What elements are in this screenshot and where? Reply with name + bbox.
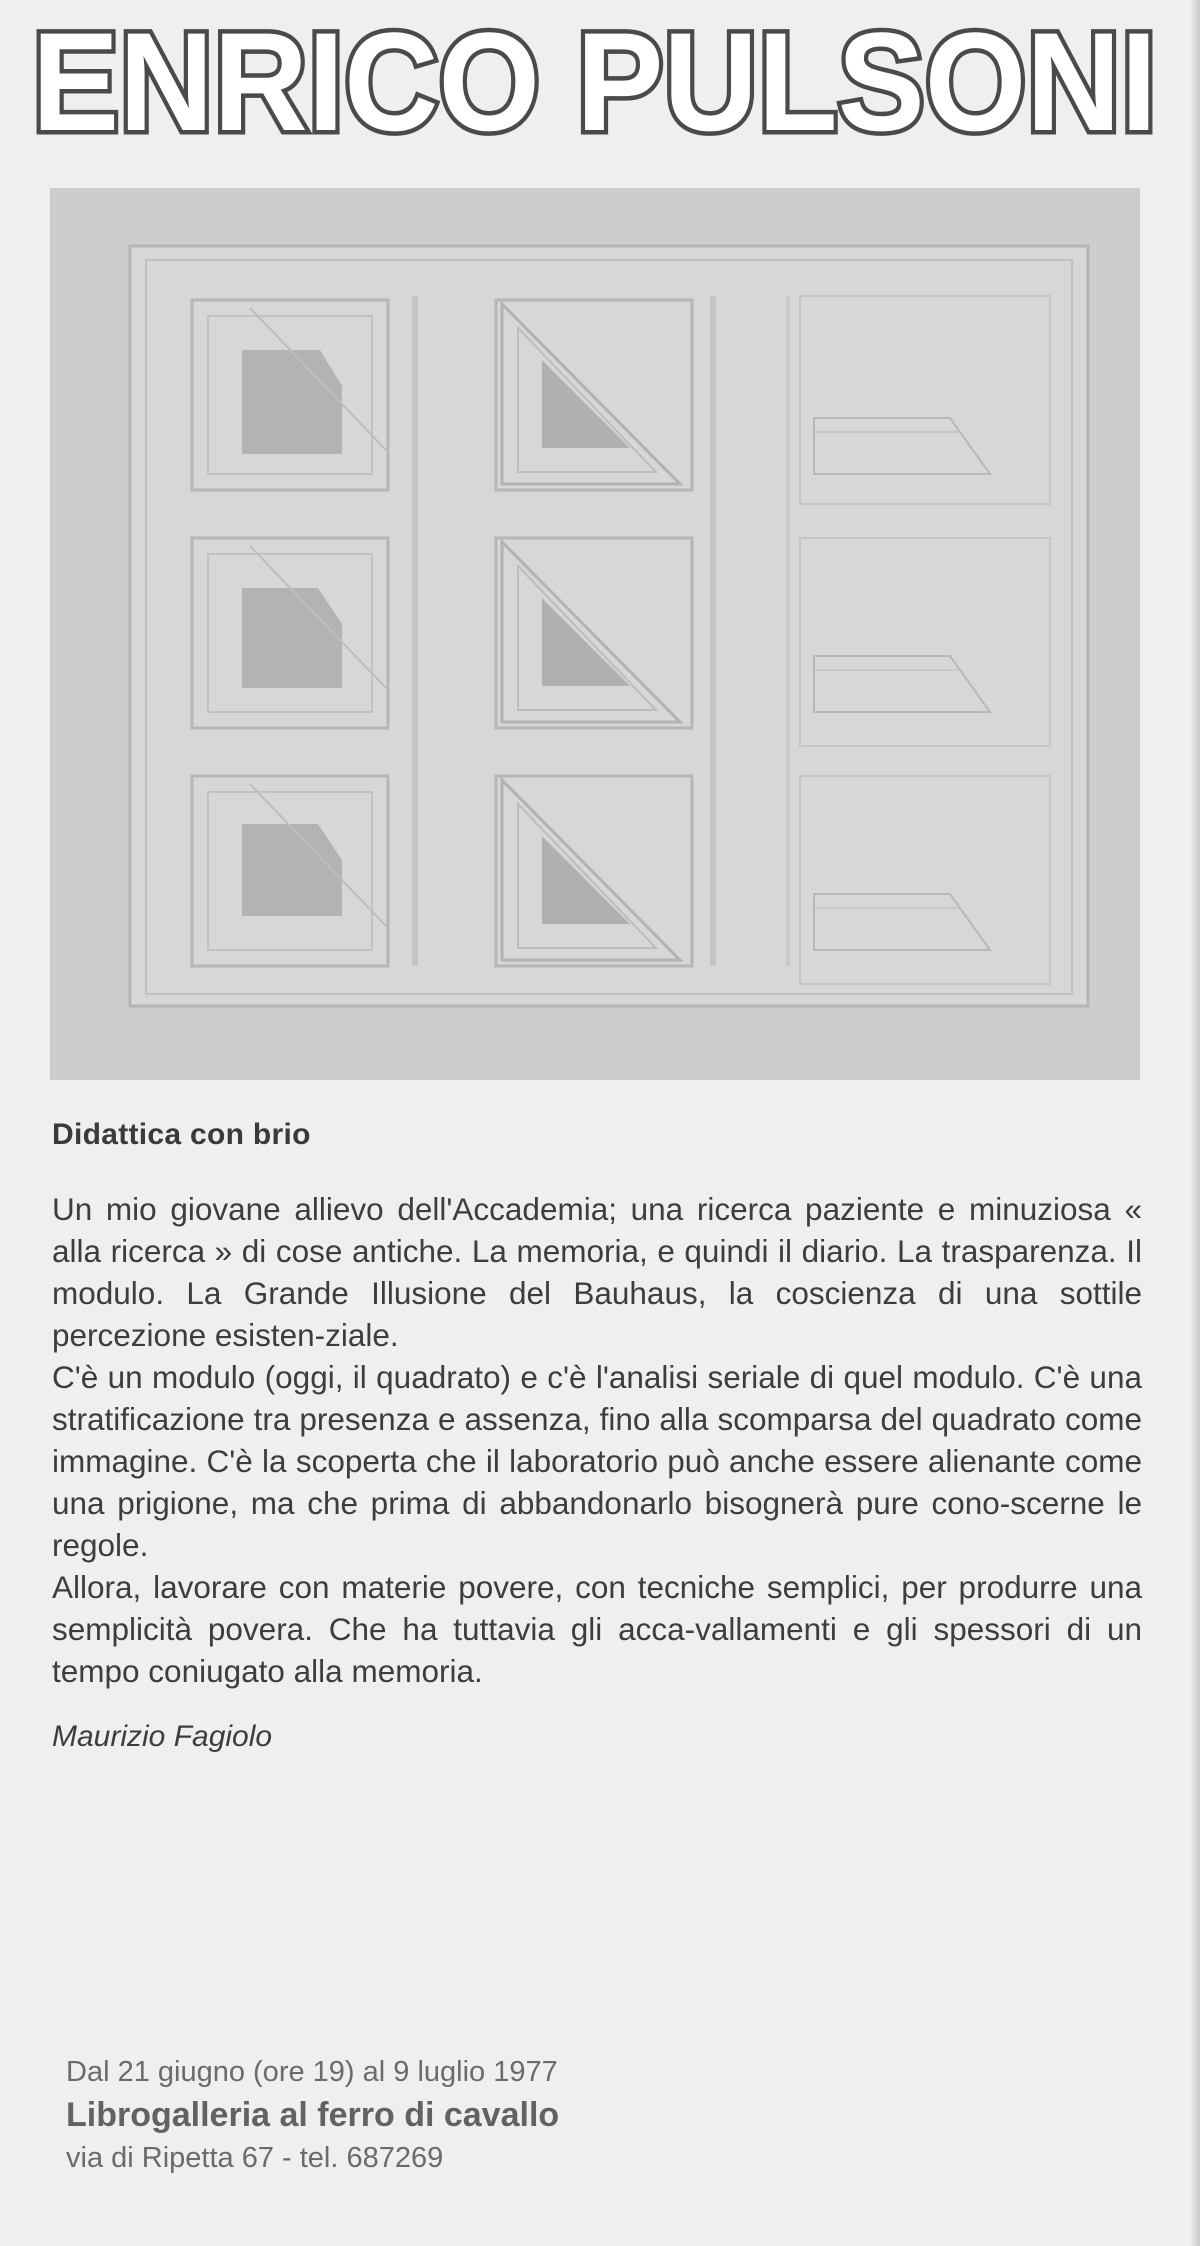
article-author: Maurizio Fagiolo <box>52 1720 273 1753</box>
exhibition-dates: Dal 21 giugno (ore 19) al 9 luglio 1977 <box>66 2056 558 2088</box>
article-paragraph: C'è un modulo (oggi, il quadrato) e c'è l'analisi seriale di quel modulo. C'è una stratificazione tra presenza e assenza, fino alla scomparsa del quadrato come immagine. C'è la scoperta che il laboratorio può anche essere alienante come una prigione, ma che prima di abbandonarlo bisognerà pure cono-scerne le regole. <box>52 1359 1142 1563</box>
artwork-graphic <box>50 188 1140 1080</box>
exhibition-info <box>66 2052 966 2178</box>
article <box>52 1110 1142 1754</box>
title-text: ENRICO PULSONI <box>32 18 1157 148</box>
title-outline-svg <box>32 18 1162 148</box>
article-heading: Didattica con brio <box>52 1118 311 1151</box>
venue-address: via di Ripetta 67 - tel. 687269 <box>66 2142 444 2174</box>
venue-name: Librogalleria al ferro di cavallo <box>66 2096 560 2134</box>
paper-edge <box>1190 0 1200 2246</box>
article-paragraph: Allora, lavorare con materie povere, con tecniche semplici, per produrre una semplicità povera. Che ha tuttavia gli acca-vallamenti e gli spessori di un tempo coniugato alla memoria. <box>52 1569 1142 1689</box>
article-paragraph: Un mio giovane allievo dell'Accademia; una ricerca paziente e minuziosa « alla ricerca » di cose antiche. La memoria, e quindi il diario. La trasparenza. Il modulo. La Grande Illusione del Bauhaus, la coscienza di una sottile percezione esisten-ziale. <box>52 1191 1142 1353</box>
artist-name-title <box>32 18 1162 148</box>
artwork-reproduction <box>50 188 1140 1080</box>
